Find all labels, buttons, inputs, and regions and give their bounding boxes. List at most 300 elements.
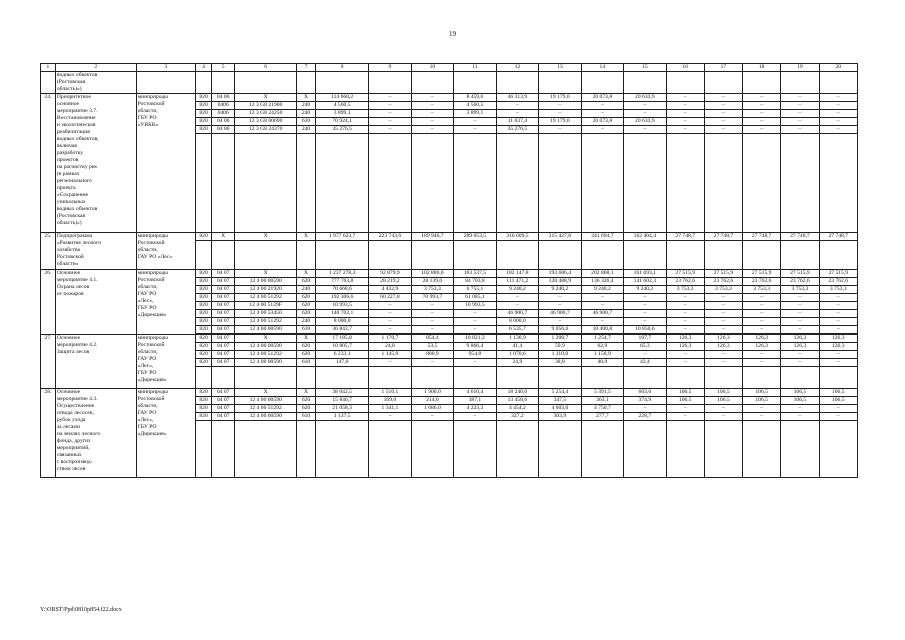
value-cell: 820 xyxy=(196,110,212,118)
value-cell: – xyxy=(666,94,704,102)
value-cell: – xyxy=(666,126,704,134)
value-cell: – xyxy=(743,405,781,413)
value-cell: 20 073,8 xyxy=(581,118,623,126)
empty-cell xyxy=(196,421,212,478)
value-cell: 10 805,7 xyxy=(316,343,369,351)
value-cell: 126,3 xyxy=(704,343,742,351)
empty-cell xyxy=(624,241,666,270)
cell-line: реабилитация xyxy=(56,129,90,135)
empty-cell xyxy=(624,421,666,478)
value-cell: 24,9 xyxy=(496,359,538,367)
value-cell: 04 06 xyxy=(212,118,235,126)
empty-cell xyxy=(496,72,538,94)
value-cell: 193 686,4 xyxy=(539,270,581,278)
cell-line: Основное xyxy=(56,335,81,341)
value-cell: 35 276,5 xyxy=(316,126,369,134)
value-cell: 12 4 00 00590 xyxy=(235,278,297,286)
value-cell: – xyxy=(496,302,538,310)
value-cell: 128 488,9 xyxy=(539,278,581,286)
empty-cell xyxy=(539,421,581,478)
value-cell: 8 000,0 xyxy=(316,318,369,326)
empty-cell xyxy=(624,134,666,233)
value-cell: – xyxy=(781,302,819,310)
value-cell: 4 610,4 xyxy=(454,389,496,397)
column-number: 13 xyxy=(539,64,581,72)
column-number: 20 xyxy=(819,64,857,72)
empty-cell xyxy=(411,134,453,233)
empty-cell xyxy=(666,241,704,270)
cell-line: Ростовской xyxy=(56,254,84,260)
empty-cell xyxy=(666,421,704,478)
value-cell: – xyxy=(704,110,742,118)
value-cell: 38 042,5 xyxy=(316,389,369,397)
value-cell: 106,5 xyxy=(781,397,819,405)
value-cell: 106,5 xyxy=(704,389,742,397)
empty-cell xyxy=(743,72,781,94)
empty-cell xyxy=(196,72,212,94)
value-cell: 04 07 xyxy=(212,302,235,310)
value-cell: – xyxy=(411,126,453,134)
value-cell: 240 xyxy=(296,318,315,326)
value-cell: 1 900,0 xyxy=(411,389,453,397)
empty-cell xyxy=(316,72,369,94)
empty-cell xyxy=(454,367,496,389)
value-cell: 4 560,5 xyxy=(454,102,496,110)
value-cell: 820 xyxy=(196,359,212,367)
value-cell: 12 4 00 00590 xyxy=(235,413,297,421)
value-cell: 102 886,0 xyxy=(411,270,453,278)
value-cell: X xyxy=(296,389,315,397)
value-cell: 12 4 00 53450 xyxy=(235,310,297,318)
empty-cell xyxy=(743,367,781,389)
cell-line: и экологическая xyxy=(56,122,96,128)
value-cell: – xyxy=(704,102,742,110)
value-cell: 19 179,0 xyxy=(539,94,581,102)
row-number: 26. xyxy=(41,270,56,335)
value-cell: 04 07 xyxy=(212,286,235,294)
value-cell: 3 753,3 xyxy=(819,286,857,294)
value-cell: 610 xyxy=(296,118,315,126)
value-cell: 1 510,1 xyxy=(369,389,411,397)
value-cell: – xyxy=(666,102,704,110)
value-cell: 610 xyxy=(296,359,315,367)
value-cell: 19 179,0 xyxy=(539,118,581,126)
value-cell: 800,9 xyxy=(411,351,453,359)
cell-line: области, xyxy=(137,284,158,290)
value-cell: 341 694,7 xyxy=(581,233,623,241)
empty-cell xyxy=(235,367,297,389)
cell-line: Ростовской xyxy=(137,342,165,348)
value-cell: 17 185,8 xyxy=(316,335,369,343)
value-cell: – xyxy=(781,318,819,326)
empty-cell xyxy=(296,134,315,233)
cell-line: от пожаров xyxy=(56,291,84,297)
activity-name-cell xyxy=(55,233,136,270)
value-cell: 12 4 00 00590 xyxy=(235,326,297,334)
empty-cell xyxy=(296,241,315,270)
value-cell: 9 866,4 xyxy=(454,343,496,351)
value-cell: 6 535,7 xyxy=(496,326,538,334)
value-cell: – xyxy=(819,294,857,302)
value-cell: – xyxy=(624,405,666,413)
cell-line: мероприятие 4.3. xyxy=(56,396,98,402)
value-cell: – xyxy=(781,94,819,102)
empty-cell xyxy=(212,241,235,270)
empty-cell xyxy=(624,72,666,94)
value-cell: – xyxy=(454,318,496,326)
value-cell: – xyxy=(781,405,819,413)
executor-cell xyxy=(136,389,195,478)
cell-line: рубок ухода xyxy=(56,417,86,423)
value-cell: 240 xyxy=(296,126,315,134)
value-cell: 126,3 xyxy=(704,335,742,343)
value-cell: 136 326,4 xyxy=(581,278,623,286)
value-cell: X xyxy=(235,94,297,102)
value-cell: – xyxy=(624,310,666,318)
value-cell: 04 07 xyxy=(212,294,235,302)
value-cell: – xyxy=(704,94,742,102)
cell-line: ГАУ РО xyxy=(137,410,157,416)
value-cell: – xyxy=(581,302,623,310)
table-row xyxy=(41,233,858,241)
value-cell: 162 404,4 xyxy=(624,233,666,241)
value-cell: – xyxy=(411,94,453,102)
activity-name-cell xyxy=(55,94,136,233)
value-cell: 12 3 G8 24370 xyxy=(235,126,297,134)
value-cell: 820 xyxy=(196,310,212,318)
value-cell: 620 xyxy=(296,302,315,310)
cell-line: минприроды xyxy=(137,335,168,341)
value-cell: 27 748,7 xyxy=(666,233,704,241)
empty-cell xyxy=(369,134,411,233)
cell-line: уникальных xyxy=(56,199,86,205)
value-cell: – xyxy=(704,126,742,134)
value-cell: 106,5 xyxy=(704,397,742,405)
value-cell: 4 223,3 xyxy=(454,405,496,413)
value-cell: 61 085,1 xyxy=(454,294,496,302)
empty-cell xyxy=(781,134,819,233)
value-cell: – xyxy=(743,294,781,302)
activity-name-cell xyxy=(55,389,136,478)
cell-line: «Дирекция» xyxy=(137,431,167,437)
cell-line: водных объектов, xyxy=(56,136,99,142)
value-cell: 820 xyxy=(196,335,212,343)
value-cell: 820 xyxy=(196,326,212,334)
value-cell: – xyxy=(624,294,666,302)
column-number: 18 xyxy=(743,64,781,72)
empty-cell xyxy=(212,72,235,94)
value-cell: 820 xyxy=(196,286,212,294)
value-cell: – xyxy=(624,351,666,359)
value-cell: 36 843,7 xyxy=(316,326,369,334)
value-cell: – xyxy=(704,413,742,421)
cell-line: (Ростовская xyxy=(56,79,86,85)
value-cell: 820 xyxy=(196,233,212,241)
value-cell: – xyxy=(539,110,581,118)
continuation-row xyxy=(41,72,858,94)
value-cell: 126,3 xyxy=(781,335,819,343)
value-cell: 240 xyxy=(296,286,315,294)
value-cell: – xyxy=(369,302,411,310)
value-cell: 820 xyxy=(196,343,212,351)
value-cell: 3 753,3 xyxy=(704,286,742,294)
value-cell: 603,6 xyxy=(624,389,666,397)
value-cell: 126,3 xyxy=(666,343,704,351)
value-cell: 4 750,7 xyxy=(581,405,623,413)
cell-line: мероприятие 4.2. xyxy=(56,342,98,348)
value-cell: – xyxy=(819,94,857,102)
value-cell: 10 821,2 xyxy=(454,335,496,343)
cell-line: ГБУ РО xyxy=(137,424,157,430)
value-cell: – xyxy=(743,118,781,126)
value-cell: 140 702,1 xyxy=(316,310,369,318)
column-number: 16 xyxy=(666,64,704,72)
cell-line: на расчистку рек xyxy=(56,164,97,170)
value-cell: – xyxy=(819,302,857,310)
value-cell: – xyxy=(781,310,819,318)
value-cell: – xyxy=(624,302,666,310)
value-cell: 954,8 xyxy=(454,351,496,359)
cell-line: ГАУ РО «Лес» xyxy=(137,254,173,260)
cell-line: области, xyxy=(137,247,158,253)
value-cell: 28 219,2 xyxy=(369,278,411,286)
empty-cell xyxy=(666,134,704,233)
empty-cell xyxy=(235,241,297,270)
empty-cell xyxy=(316,134,369,233)
value-cell: – xyxy=(704,351,742,359)
cell-line: Основное xyxy=(56,389,81,395)
value-cell: 327,2 xyxy=(496,413,538,421)
value-cell: – xyxy=(781,351,819,359)
value-cell: – xyxy=(743,302,781,310)
cell-line: водных объектов xyxy=(56,206,98,212)
value-cell: 214,0 xyxy=(411,397,453,405)
value-cell: 202 868,1 xyxy=(581,270,623,278)
empty-cell xyxy=(196,367,212,389)
value-cell: 35 276,5 xyxy=(496,126,538,134)
value-cell: 820 xyxy=(196,94,212,102)
value-cell: 106,5 xyxy=(743,389,781,397)
value-cell: 04 07 xyxy=(212,359,235,367)
value-cell: 20 073,8 xyxy=(581,94,623,102)
value-cell: – xyxy=(411,118,453,126)
value-cell: – xyxy=(666,405,704,413)
value-cell: – xyxy=(454,413,496,421)
value-cell: 820 xyxy=(196,389,212,397)
empty-cell xyxy=(781,367,819,389)
empty-cell xyxy=(496,241,538,270)
value-cell: 5 254,4 xyxy=(539,389,581,397)
value-cell: 240 xyxy=(296,102,315,110)
value-cell: 147,0 xyxy=(316,359,369,367)
value-cell: – xyxy=(704,310,742,318)
table-row xyxy=(41,270,858,278)
cell-line: «Дирекция» xyxy=(137,377,167,383)
value-cell: 04 07 xyxy=(212,343,235,351)
value-cell: 316 609,5 xyxy=(496,233,538,241)
executor-cell xyxy=(136,335,195,389)
value-cell: 04 07 xyxy=(212,405,235,413)
value-cell: 1 686,0 xyxy=(411,405,453,413)
value-cell: 3 753,3 xyxy=(743,286,781,294)
value-cell: – xyxy=(666,302,704,310)
value-cell: – xyxy=(581,110,623,118)
value-cell: 620 xyxy=(296,310,315,318)
value-cell: 4 603,0 xyxy=(539,405,581,413)
value-cell: – xyxy=(666,351,704,359)
empty-cell xyxy=(454,241,496,270)
value-cell: – xyxy=(666,413,704,421)
value-cell: 3 899,1 xyxy=(316,110,369,118)
cell-line: Ростовской xyxy=(137,240,165,246)
empty-cell xyxy=(666,367,704,389)
value-cell: 107,7 xyxy=(624,335,666,343)
value-cell: 23 762,6 xyxy=(704,278,742,286)
empty-cell xyxy=(369,421,411,478)
value-cell: 189 946,7 xyxy=(411,233,453,241)
executor-cell xyxy=(136,233,195,270)
value-cell: 228,7 xyxy=(624,413,666,421)
cell-line: «Лес», xyxy=(137,298,154,304)
value-cell: 1 170,7 xyxy=(369,335,411,343)
value-cell: 04 07 xyxy=(212,413,235,421)
empty-cell xyxy=(411,72,453,94)
value-cell: 820 xyxy=(196,397,212,405)
empty-cell xyxy=(704,134,742,233)
value-cell: – xyxy=(369,118,411,126)
empty-cell xyxy=(296,72,315,94)
value-cell: 192 306,6 xyxy=(316,294,369,302)
cell-line: ГБУ РО xyxy=(137,115,157,121)
value-cell: 9 240,2 xyxy=(624,286,666,294)
value-cell: 820 xyxy=(196,126,212,134)
value-cell: 41,4 xyxy=(496,343,538,351)
value-cell: 23 762,6 xyxy=(781,278,819,286)
empty-cell xyxy=(539,134,581,233)
value-cell: 777 763,8 xyxy=(316,278,369,286)
empty-cell xyxy=(581,241,623,270)
value-cell: 126,3 xyxy=(743,335,781,343)
empty-cell xyxy=(539,72,581,94)
value-cell: – xyxy=(743,102,781,110)
value-cell: 65,3 xyxy=(624,343,666,351)
value-cell: 1 977 623,7 xyxy=(316,233,369,241)
cell-line: область)») xyxy=(56,220,82,226)
value-cell: – xyxy=(743,351,781,359)
value-cell: 820 xyxy=(196,102,212,110)
empty-cell xyxy=(781,72,819,94)
activity-name-cell xyxy=(55,270,136,335)
empty-cell xyxy=(581,367,623,389)
empty-cell xyxy=(369,241,411,270)
value-cell: 46 900,7 xyxy=(581,310,623,318)
value-cell: – xyxy=(411,110,453,118)
value-cell: 1 137,5 xyxy=(316,413,369,421)
value-cell: 126,3 xyxy=(666,335,704,343)
value-cell: – xyxy=(704,118,742,126)
value-cell: 820 xyxy=(196,351,212,359)
value-cell: – xyxy=(411,413,453,421)
cell-line: Ростовской xyxy=(137,277,165,283)
column-number: 6 xyxy=(235,64,297,72)
value-cell: 62,9 xyxy=(581,343,623,351)
value-cell: 23 762,6 xyxy=(743,278,781,286)
cell-line: Ростовской xyxy=(137,101,165,107)
value-cell: – xyxy=(743,94,781,102)
value-cell: 289 053,5 xyxy=(454,233,496,241)
value-cell: 1 110,0 xyxy=(539,351,581,359)
value-cell: 9 056,6 xyxy=(539,326,581,334)
cell-line: с воспроизвод- xyxy=(56,459,93,465)
value-cell: 303,9 xyxy=(539,413,581,421)
empty-cell xyxy=(581,134,623,233)
cell-line: Ростовской xyxy=(137,396,165,402)
value-cell: – xyxy=(411,310,453,318)
value-cell: 1 237 278,3 xyxy=(316,270,369,278)
value-cell: 141 602,3 xyxy=(624,278,666,286)
value-cell: 27 748,7 xyxy=(704,233,742,241)
cell-line: минприроды xyxy=(137,94,168,100)
cell-line: «Сохранение xyxy=(56,192,89,198)
empty-cell xyxy=(411,241,453,270)
value-cell: – xyxy=(454,310,496,318)
value-cell: 620 xyxy=(296,397,315,405)
value-cell: 106,5 xyxy=(819,397,857,405)
empty-cell xyxy=(624,367,666,389)
value-cell: 3 753,3 xyxy=(411,286,453,294)
value-cell: X xyxy=(296,94,315,102)
value-cell: – xyxy=(369,102,411,110)
value-cell: 84 703,8 xyxy=(454,278,496,286)
column-number: 7 xyxy=(296,64,315,72)
cell-line: ГБУ РО xyxy=(137,370,157,376)
value-cell: – xyxy=(411,318,453,326)
value-cell: 315 427,8 xyxy=(539,233,581,241)
value-cell: 620 xyxy=(296,351,315,359)
value-cell: 12 4 00 00590 xyxy=(235,343,297,351)
value-cell: – xyxy=(624,126,666,134)
value-cell: – xyxy=(781,413,819,421)
column-number: 1 xyxy=(41,64,56,72)
value-cell: 9 240,2 xyxy=(539,286,581,294)
value-cell: – xyxy=(781,326,819,334)
empty-cell xyxy=(743,134,781,233)
value-cell: 10 993,5 xyxy=(316,302,369,310)
empty-cell xyxy=(212,134,235,233)
value-cell: 3 753,3 xyxy=(666,286,704,294)
column-number: 15 xyxy=(624,64,666,72)
cell-line: мероприятие 4.1. xyxy=(56,277,98,283)
table-row xyxy=(41,335,858,343)
cell-line: Осуществление xyxy=(56,403,95,409)
value-cell: – xyxy=(369,310,411,318)
column-number: 8 xyxy=(316,64,369,72)
cell-line: «Дирекция» xyxy=(137,312,167,318)
value-cell: 04 07 xyxy=(212,310,235,318)
cell-line: области, xyxy=(137,108,158,114)
page-number: 19 xyxy=(449,30,456,38)
value-cell: – xyxy=(454,326,496,334)
value-cell: – xyxy=(781,102,819,110)
value-cell: 46 900,7 xyxy=(539,310,581,318)
value-cell: 27 515,9 xyxy=(781,270,819,278)
cell-line: за лесами xyxy=(56,424,80,430)
value-cell: – xyxy=(704,359,742,367)
value-cell: 70 924,1 xyxy=(316,118,369,126)
value-cell: 161 693,1 xyxy=(624,270,666,278)
column-number: 10 xyxy=(411,64,453,72)
value-cell: – xyxy=(743,359,781,367)
